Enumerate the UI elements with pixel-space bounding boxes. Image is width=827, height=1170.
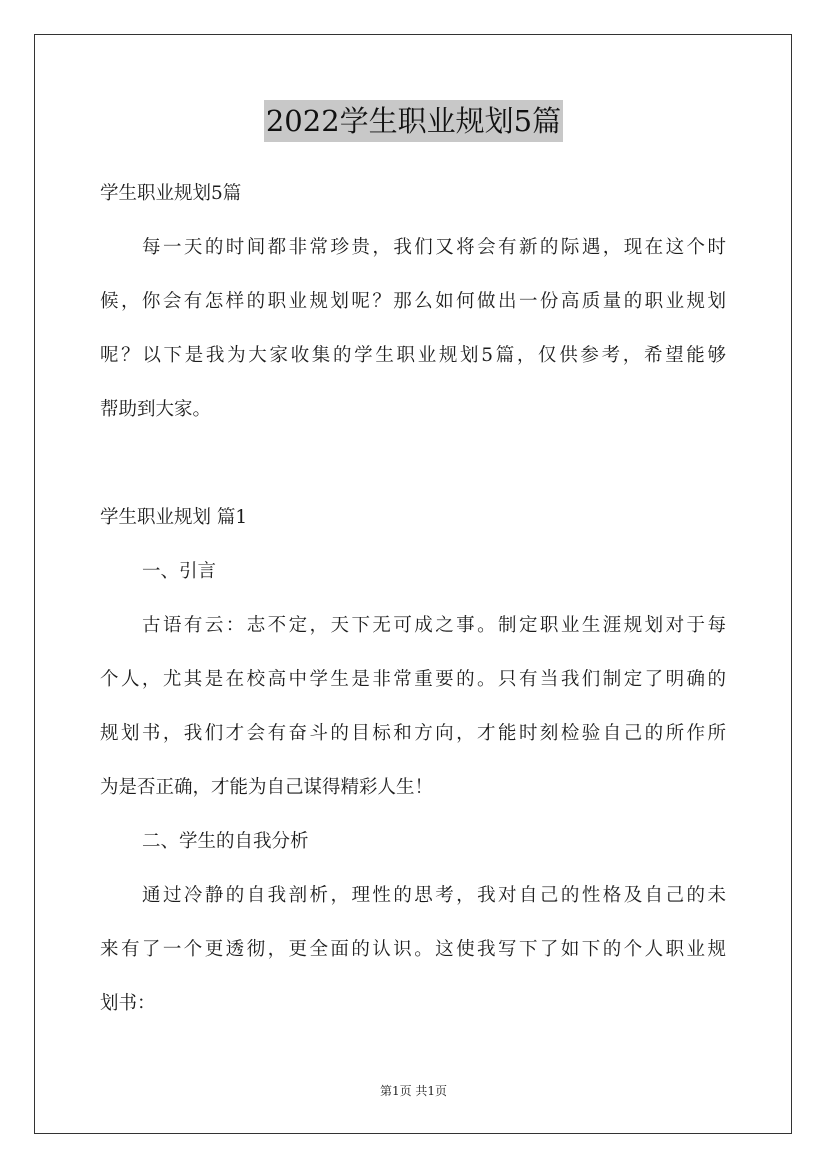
paragraph-line: 为是否正确，才能为自己谋得精彩人生！ (100, 777, 434, 798)
subtitle-line: 学生职业规划5篇 (100, 183, 242, 204)
subheading-self-analysis: 二、学生的自我分析 (142, 831, 309, 852)
paragraph-line: 呢？以下是我为大家收集的学生职业规划5篇，仅供参考，希望能够 (100, 345, 726, 366)
paragraph-line: 来有了一个更透彻，更全面的认识。这使我写下了如下的个人职业规 (100, 939, 726, 960)
paragraph-line: 划书： (100, 993, 156, 1014)
paragraph-line: 通过冷静的自我剖析，理性的思考，我对自己的性格及自己的未 (142, 885, 726, 906)
paragraph-line: 古语有云：志不定，天下无可成之事。制定职业生涯规划对于每 (142, 615, 726, 636)
paragraph-line: 帮助到大家。 (100, 399, 212, 420)
paragraph-line: 候，你会有怎样的职业规划呢？那么如何做出一份高质量的职业规划 (100, 291, 726, 312)
section-heading: 学生职业规划 篇1 (100, 507, 248, 528)
paragraph-line: 个人，尤其是在校高中学生是非常重要的。只有当我们制定了明确的 (100, 669, 726, 690)
subheading-introduction: 一、引言 (142, 561, 217, 582)
title-container (0, 100, 827, 142)
paragraph-line: 每一天的时间都非常珍贵，我们又将会有新的际遇，现在这个时 (142, 237, 726, 258)
document-title: 2022学生职业规划5篇 (264, 100, 563, 142)
paragraph-line: 规划书，我们才会有奋斗的目标和方向，才能时刻检验自己的所作所 (100, 723, 726, 744)
page-number-footer: 第1页 共1页 (379, 1084, 448, 1098)
